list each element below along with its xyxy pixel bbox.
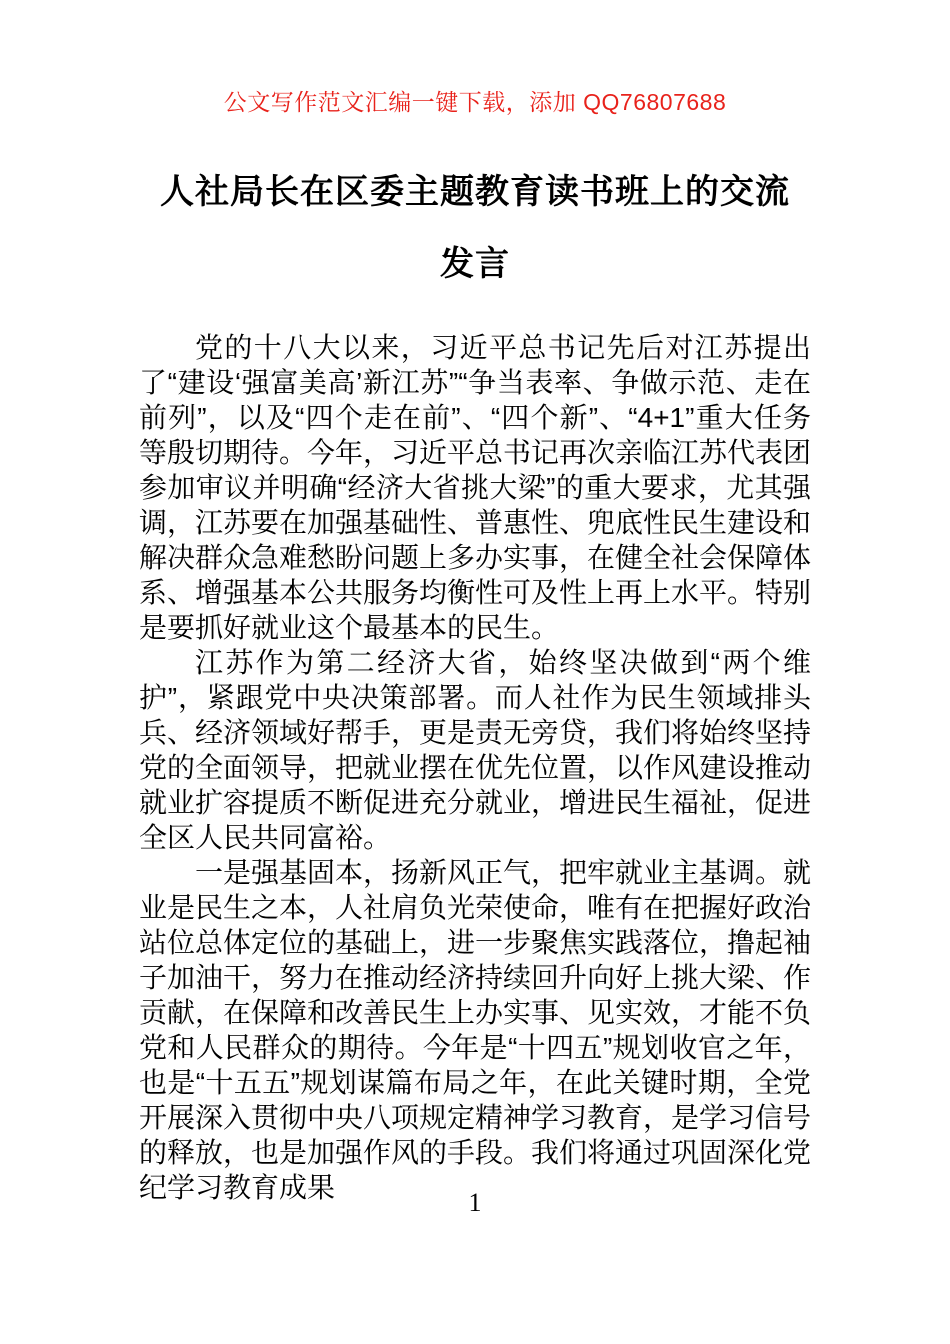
body-paragraph-1: 党的十八大以来，习近平总书记先后对江苏提出了“建设‘强富美高’新江苏”“争当表率、争做示范、走在前列”，以及“四个走在前”、“四个新”、“4+1”重大任务等殷切期待。今年，习近平总书记再次亲临江苏代表团参加审议并明确“经济大省挑大梁”的重大要求，尤其强调，江苏要在加强基础性、普惠性、兜底性民生建设和解决群众急难愁盼问题上多办实事，在健全社会保障体系、增强基本公共服务均衡性可及性上再上水平。特别是要抓好就业这个最基本的民生。 bbox=[139, 332, 812, 643]
body-paragraph-2: 江苏作为第二经济大省，始终坚决做到“两个维护”，紧跟党中央决策部署。而人社作为民生领域排头兵、经济领域好帮手，更是责无旁贷，我们将始终坚持党的全面领导，把就业摆在优先位置，以作风建设推动就业扩容提质不断促进充分就业，增进民生福祉，促进全区人民共同富裕。 bbox=[139, 647, 812, 853]
document-title: 人社局长在区委主题教育读书班上的交流发言 bbox=[160, 173, 790, 283]
body-paragraph-3: 一是强基固本，扬新风正气，把牢就业主基调。就业是民生之本，人社肩负光荣使命，唯有在把握好政治站位总体定位的基础上，进一步聚焦实践落位，撸起袖子加油干，努力在推动经济持续回升向好上挑大梁、作贡献，在保障和改善民生上办实事、见实效，才能不负党和人民群众的期待。今年是“十四五”规划收官之年，也是“十五五”规划谋篇布局之年，在此关键时期，全党开展深入贯彻中央八项规定精神学习教育，是学习信号的释放，也是加强作风的手段。我们将通过巩固深化党纪学习教育成果 bbox=[139, 857, 812, 1203]
download-notice-text: 公文写作范文汇编一键下载，添加 QQ76807688 bbox=[223, 89, 727, 115]
page-number: 1 bbox=[468, 1188, 482, 1217]
document-body bbox=[139, 330, 811, 1205]
